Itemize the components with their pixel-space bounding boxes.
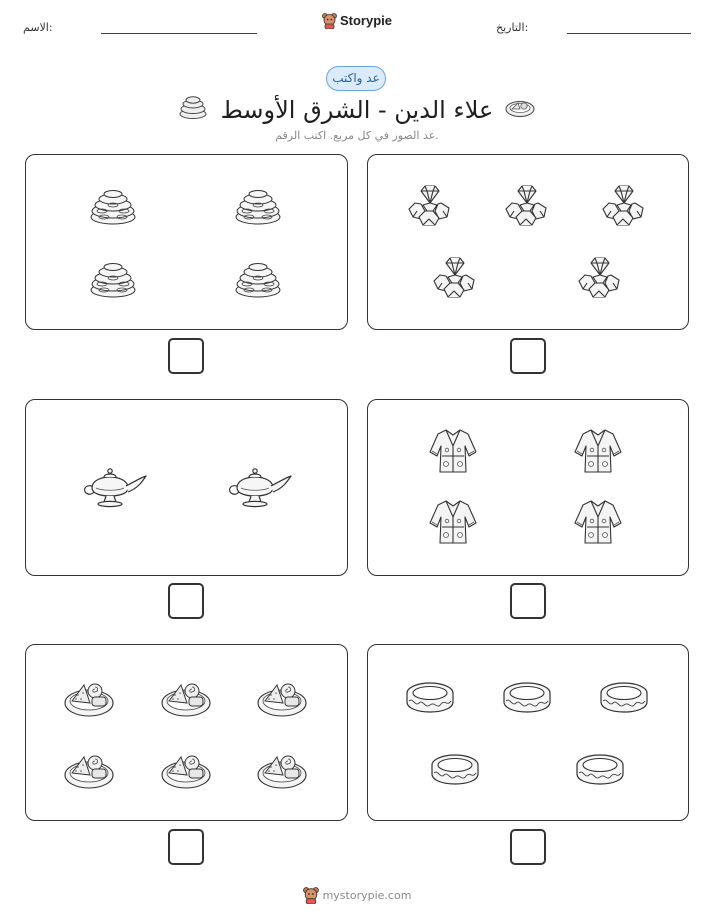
worksheet-title: علاء الدين - الشرق الأوسط [220,96,494,124]
jewels-icon [599,181,649,229]
storypie-logo [0,12,714,33]
food-plate-icon [504,96,536,118]
answer-box-lamps[interactable] [168,583,204,619]
magic-lamp-icon [80,464,148,510]
food-plate-icon [257,747,307,791]
bracelet-icon [575,749,625,787]
food-plate-icon [161,747,211,791]
footer [0,886,714,907]
answer-box-coins[interactable] [168,338,204,374]
answer-box-jewels[interactable] [510,338,546,374]
answer-box-robes[interactable] [510,583,546,619]
counting-panel-lamps [25,399,348,576]
bracelet-icon [405,677,455,715]
bracelet-icon [502,677,552,715]
coins-icon [88,256,138,300]
robe-icon [573,426,623,476]
answer-box-plates[interactable] [168,829,204,865]
counting-panel-robes [367,399,689,576]
date-label: التاريخ: [496,21,529,34]
counting-panel-plates [25,644,348,821]
name-label: الاسم: [23,21,53,34]
food-plate-icon [64,747,114,791]
activity-badge: عد واكتب [326,66,386,91]
robe-icon [428,426,478,476]
coins-icon [233,256,283,300]
robe-icon [573,497,623,547]
answer-box-bracelets[interactable] [510,829,546,865]
counting-panel-bracelets [367,644,689,821]
instruction-text: عد الصور في كل مربع. اكتب الرقم. [275,129,439,142]
jewels-icon [405,181,455,229]
food-plate-icon [64,675,114,719]
bracelet-icon [430,749,480,787]
food-plate-icon [257,675,307,719]
bear-mascot-icon [322,12,337,29]
coins-icon [233,183,283,227]
robe-icon [428,497,478,547]
counting-panel-coins [25,154,348,330]
food-plate-icon [161,675,211,719]
bear-mascot-icon [303,886,319,904]
jewels-icon [575,253,625,301]
coins-icon [178,94,208,120]
date-line[interactable] [567,33,691,34]
footer-site-link[interactable]: mystorypie.com [322,888,412,902]
jewels-icon [502,181,552,229]
bracelet-icon [599,677,649,715]
brand-name: Storypie [339,13,392,28]
magic-lamp-icon [225,464,293,510]
jewels-icon [430,253,480,301]
coins-icon [88,183,138,227]
name-line[interactable] [101,33,257,34]
